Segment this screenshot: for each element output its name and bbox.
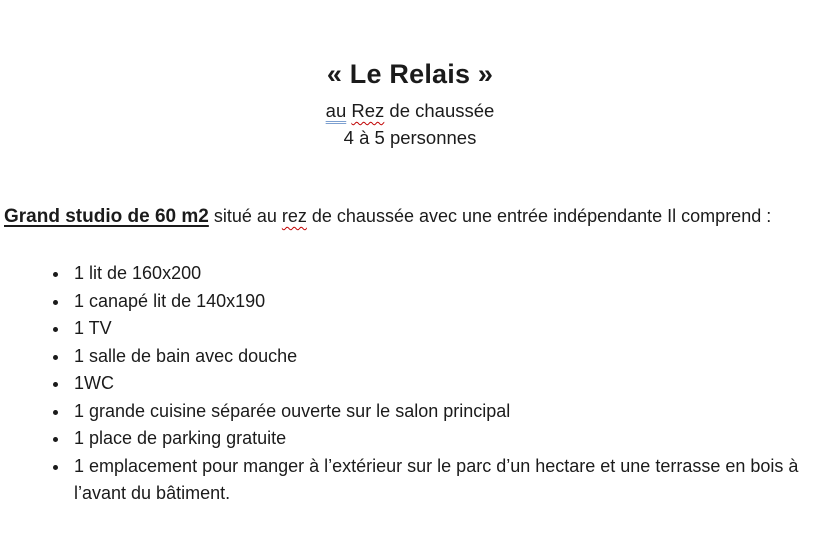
section-heading [4,203,816,230]
list-item-parking: • 1 place de parking gratuite [70,425,816,453]
subtitle-rest: de chaussée [389,100,495,121]
heading-bold-text: Grand studio de 60 m2 [4,206,209,227]
document-title: « Le Relais » [326,59,494,89]
list-item-tv: • 1 TV [70,315,816,343]
capacity-line: 4 à 5 personnes [343,127,477,148]
feature-list [4,260,816,508]
heading-rest-text: de chaussée avec une entrée indépendante Il comprend : [306,206,772,226]
list-item-bed: • 1 lit de 160x200 [70,260,816,288]
list-item-wc: • 1WC [70,370,816,398]
list-item-kitchen: • 1 grande cuisine séparée ouverte sur le salon principal [70,398,816,426]
spellcheck-word-rez: Rez [351,100,385,121]
list-item-bathroom: • 1 salle de bain avec douche [70,343,816,371]
spellcheck-word-rez-heading: rez [281,206,307,226]
list-item-sofa-bed: • 1 canapé lit de 140x190 [70,288,816,316]
list-item-outdoor: • 1 emplacement pour manger à l’extérieur sur le parc d’un hectare et une terrasse en bois à l’avant du bâtiment. [70,453,816,508]
grammar-underlined-word-au: au [325,100,347,121]
subtitle-line [4,97,816,124]
heading-mid-text: situé au [208,206,282,226]
